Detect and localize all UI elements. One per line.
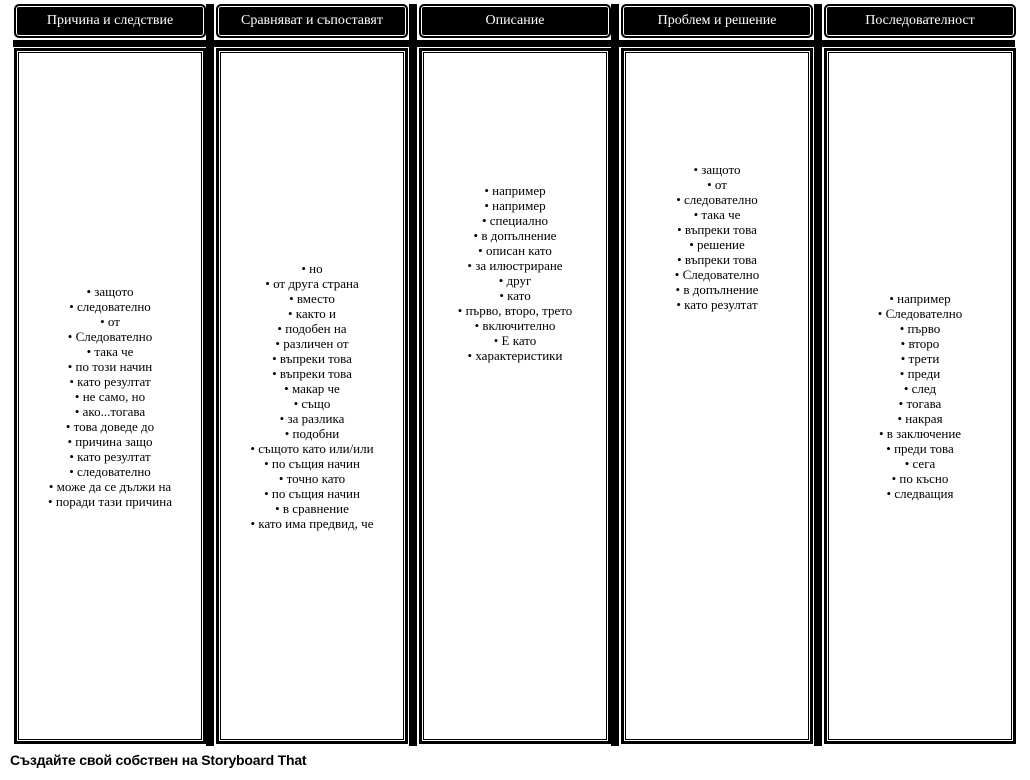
list-item: • друг (425, 273, 605, 288)
list-item: • по късно (830, 471, 1010, 486)
column-separator (409, 4, 417, 746)
list-item: • също (222, 396, 402, 411)
list-item: • в допълнение (425, 228, 605, 243)
list-item: • решение (627, 237, 807, 252)
list-item: • вместо (222, 291, 402, 306)
list-item: • преди това (830, 441, 1010, 456)
list-item: • така че (20, 344, 200, 359)
list-item: • по същия начин (222, 456, 402, 471)
list-item: • например (830, 291, 1010, 306)
list-item: • тогава (830, 396, 1010, 411)
list-item: • въпреки това (627, 222, 807, 237)
list-item: • както и (222, 306, 402, 321)
list-item: • следователно (20, 464, 200, 479)
list-item: • специално (425, 213, 605, 228)
list-item: • като резултат (627, 297, 807, 312)
column-panel[interactable] (621, 48, 813, 744)
list-item: • причина защо (20, 434, 200, 449)
list-item: • първо (830, 321, 1010, 336)
list-item: • сега (830, 456, 1010, 471)
column-description (419, 4, 611, 744)
column-separator (611, 4, 619, 746)
list-item: • точно като (222, 471, 402, 486)
list-item: • в сравнение (222, 501, 402, 516)
list-item: • например (425, 198, 605, 213)
list-item: • не само, но (20, 389, 200, 404)
list-item: • в заключение (830, 426, 1010, 441)
column-sequence (824, 4, 1016, 744)
list-item: • подобни (222, 426, 402, 441)
list-item: • като (425, 288, 605, 303)
list-item: • това доведе до (20, 419, 200, 434)
word-list (222, 261, 402, 531)
list-item: • следователно (627, 192, 807, 207)
list-item: • ако...тогава (20, 404, 200, 419)
list-item: • различен от (222, 336, 402, 351)
list-item: • Следователно (20, 329, 200, 344)
column-cause-and-effect (14, 4, 206, 744)
list-item: • за илюстриране (425, 258, 605, 273)
list-item: • накрая (830, 411, 1010, 426)
list-item: • Следователно (627, 267, 807, 282)
list-item: • характеристики (425, 348, 605, 363)
list-item: • следващия (830, 486, 1010, 501)
list-item: • първо, второ, трето (425, 303, 605, 318)
column-header: Сравняват и съпоставят (216, 4, 408, 38)
list-item: • например (425, 183, 605, 198)
list-item: • второ (830, 336, 1010, 351)
list-item: • въпреки това (222, 366, 402, 381)
column-separator (206, 4, 214, 746)
column-header: Проблем и решение (621, 4, 813, 38)
column-panel[interactable] (419, 48, 611, 744)
column-problem-and-solution (621, 4, 813, 744)
list-item: • преди (830, 366, 1010, 381)
column-panel[interactable] (216, 48, 408, 744)
list-item: • от друга страна (222, 276, 402, 291)
list-item: • макар че (222, 381, 402, 396)
list-item: • като резултат (20, 374, 200, 389)
word-list (425, 183, 605, 363)
list-item: • от (20, 314, 200, 329)
list-item: • трети (830, 351, 1010, 366)
list-item: • в допълнение (627, 282, 807, 297)
list-item: • след (830, 381, 1010, 396)
list-item: • поради тази причина (20, 494, 200, 509)
list-item: • описан като (425, 243, 605, 258)
list-item: • може да се дължи на (20, 479, 200, 494)
list-item: • така че (627, 207, 807, 222)
list-item: • Е като (425, 333, 605, 348)
column-compare-and-contrast (216, 4, 408, 744)
column-header: Причина и следствие (14, 4, 206, 38)
list-item: • защото (20, 284, 200, 299)
list-item: • като има предвид, че (222, 516, 402, 531)
column-panel[interactable] (14, 48, 206, 744)
list-item: • включително (425, 318, 605, 333)
column-header: Описание (419, 4, 611, 38)
column-panel[interactable] (824, 48, 1016, 744)
list-item: • същото като или/или (222, 441, 402, 456)
list-item: • следователно (20, 299, 200, 314)
footer-link[interactable]: Създайте свой собствен на Storyboard That (10, 752, 307, 768)
list-item: • за разлика (222, 411, 402, 426)
list-item: • защото (627, 162, 807, 177)
list-item: • Следователно (830, 306, 1010, 321)
column-header: Последователност (824, 4, 1016, 38)
word-list (830, 291, 1010, 501)
list-item: • по този начин (20, 359, 200, 374)
list-item: • въпреки това (627, 252, 807, 267)
list-item: • въпреки това (222, 351, 402, 366)
word-list (627, 162, 807, 312)
list-item: • като резултат (20, 449, 200, 464)
list-item: • по същия начин (222, 486, 402, 501)
column-separator (814, 4, 822, 746)
list-item: • от (627, 177, 807, 192)
list-item: • но (222, 261, 402, 276)
list-item: • подобен на (222, 321, 402, 336)
word-list (20, 284, 200, 509)
